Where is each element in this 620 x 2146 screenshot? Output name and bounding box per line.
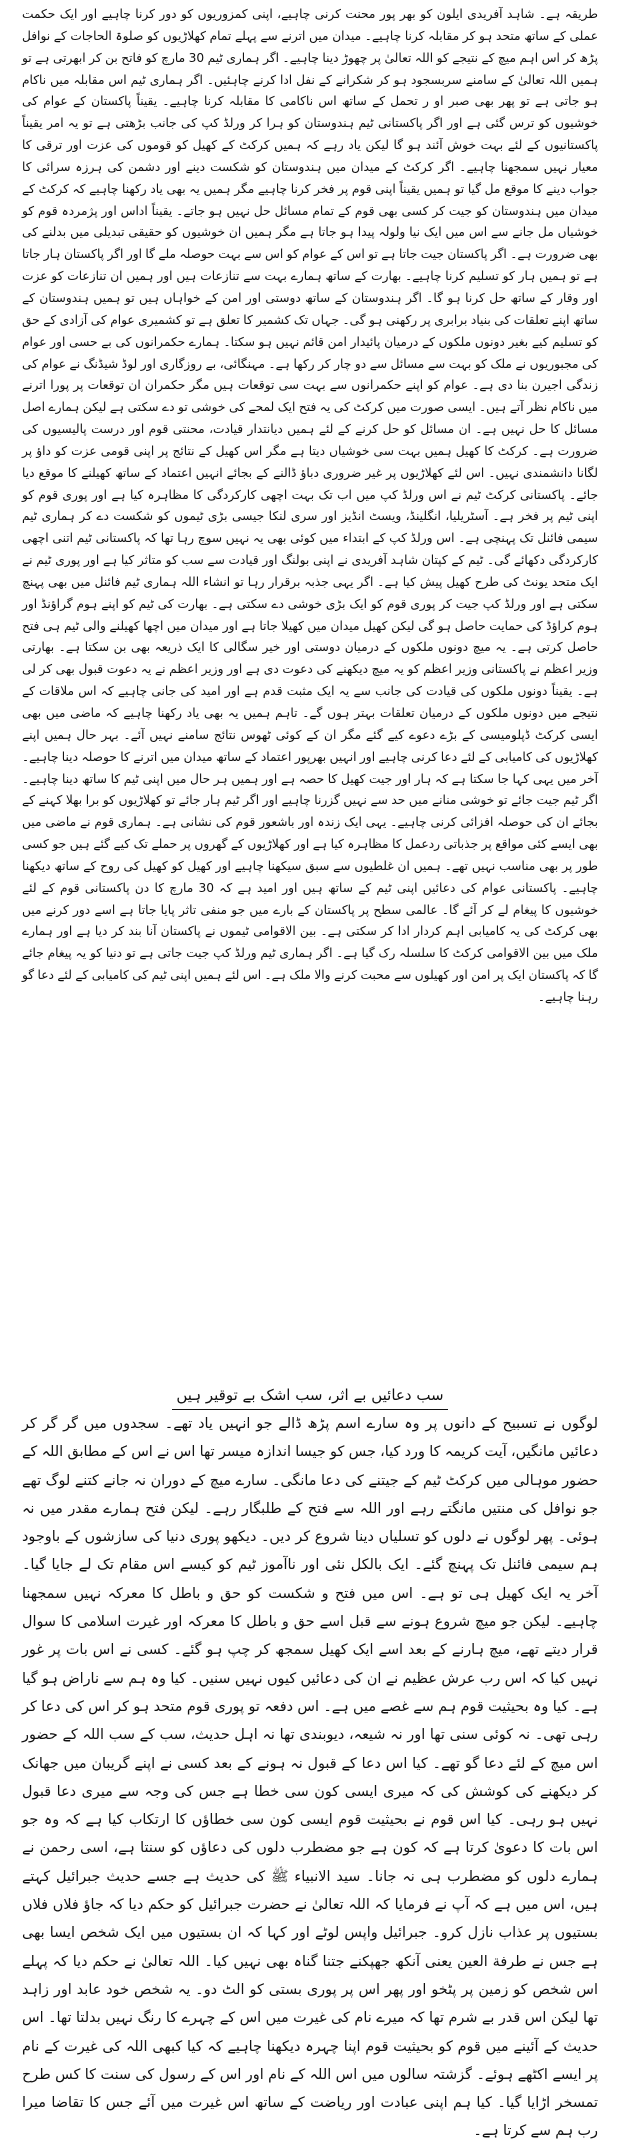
article-section-one [22,4,598,1376]
article-column [22,4,598,2140]
section-one-text: طریقہ ہے۔ شاہد آفریدی ایلون کو بھر پور محنت کرنی چاہیے، اپنی کمزوریوں کو دور کرنا چاہیے اور ایک حکمت عملی کے ساتھ متحد ہو کر مقابلہ کرنا چاہیے۔ میدان میں اترنے سے پہلے تمام کھلاڑیوں کو صلوۃ الحاجات کے نوافل پڑھ کر اس اہم میچ کے نتیجے کو اللہ تعالیٰ پر چھوڑ دینا چاہیے۔ اگر ہماری ٹیم 30 مارچ کو فاتح بن کر ابھرتی ہے تو ہمیں اللہ تعالیٰ کے سامنے سربسجود ہو کر شکرانے کے نفل ادا کرنے چاہئیں۔ اگر ہماری ٹیم اس مقابلہ میں ناکام ہو جاتی ہے تو پھر بھی صبر او ر تحمل کے ساتھ اس ناکامی کا مقابلہ کرنا چاہیے۔ یقیناً پاکستان کے عوام کی خوشیوں کو ترس گئی ہے اور اگر پاکستانی ٹیم ہندوستان کو ہرا کر ورلڈ کپ کی جانب بڑھتی ہے تو یہ امر یقیناً پاکستانیوں کے لئے بہت خوش آئند ہو گا لیکن یاد رہے کہ ہمیں کرکٹ کے کھیل کو قوموں کی عزت اور ترقی کا معیار نہیں سمجھنا چاہیے۔ اگر کرکٹ کے میدان میں ہندوستان کو شکست دینے اور دشمن کی ہرزہ سرائی کا جواب دینے کا موقع مل گیا تو ہمیں یقیناً اپنی قوم پر فخر کرنا چاہیے مگر ہمیں یہ بھی یاد رکھنا چاہیے کہ کرکٹ کے میدان میں ہندوستان کو جیت کر کسی بھی قوم کے تمام مسائل حل نہیں ہو جاتے۔ یقیناً اداس اور پژمردہ قوم کو خوشیاں مل جانے سے اس میں ایک نیا ولولہ پیدا ہو جاتا ہے مگر ہمیں ان خوشیوں کو حقیقی تبدیلی میں بدلنے کی بھی ضرورت ہے۔ اگر پاکستان جیت جاتا ہے تو اس کے عوام کو اس سے بہت حوصلہ ملے گا اور اگر پاکستان ہار جاتا ہے تو ہمیں ہار کو تسلیم کرنا چاہیے۔ بھارت کے ساتھ ہمارے بہت سے تنازعات ہیں اور ہمیں ان تنازعات کو عزت اور وقار کے ساتھ حل کرنا ہو گا۔ اگر ہندوستان کے ساتھ دوستی اور امن کے خواہاں ہیں تو ہمیں ہندوستان کے ساتھ اپنے تعلقات کی بنیاد برابری پر رکھنی ہو گی۔ جہاں تک کشمیر کا تعلق ہے تو کشمیری عوام کی آزادی کے حق کو تسلیم کیے بغیر دونوں ملکوں کے درمیان پائیدار امن قائم نہیں ہو سکتا۔ ہمارے حکمرانوں کی بے حسی اور عوام کی مجبوریوں نے ملک کو بہت سے مسائل سے دو چار کر رکھا ہے۔ مہنگائی، بے روزگاری اور لوڈ شیڈنگ نے عوام کی زندگی اجیرن بنا دی ہے۔ عوام کو اپنے حکمرانوں سے بہت سی توقعات ہیں مگر حکمران ان توقعات پر پورا اترنے میں ناکام نظر آتے ہیں۔ ایسی صورت میں کرکٹ کی یہ فتح ایک لمحے کی خوشی تو دے سکتی ہے لیکن ہمارے اصل مسائل کا حل نہیں ہے۔ ان مسائل کو حل کرنے کے لئے ہمیں دیانتدار قیادت، محنتی قوم اور درست پالیسیوں کی ضرورت ہے۔ کرکٹ کا کھیل ہمیں بہت سی خوشیاں دیتا ہے مگر اس کھیل کے نتائج پر اپنی قومی عزت کو داؤ پر لگانا دانشمندی نہیں۔ اس لئے کھلاڑیوں پر غیر ضروری دباؤ ڈالنے کے بجائے انہیں اعتماد کے ساتھ کھیلنے کا موقع دیا جائے۔ پاکستانی کرکٹ ٹیم نے اس ورلڈ کپ میں اب تک بہت اچھی کارکردگی کا مظاہرہ کیا ہے اور پوری قوم کو اپنی ٹیم پر فخر ہے۔ آسٹریلیا، انگلینڈ، ویسٹ انڈیز اور سری لنکا جیسی بڑی ٹیموں کو شکست دے کر ہماری ٹیم سیمی فائنل تک پہنچی ہے۔ اس ورلڈ کپ کے ابتداء میں کوئی بھی یہ نہیں سوچ رہا تھا کہ پاکستانی ٹیم اتنی اچھی کارکردگی دکھائے گی۔ ٹیم کے کپتان شاہد آفریدی نے اپنی بولنگ اور قیادت سے سب کو متاثر کیا ہے اور پوری ٹیم نے ایک متحد یونٹ کی طرح کھیل پیش کیا ہے۔ اگر یہی جذبہ برقرار رہا تو انشاء اللہ ہماری ٹیم فائنل میں بھی پہنچ سکتی ہے اور ورلڈ کپ جیت کر پوری قوم کو ایک بڑی خوشی دے سکتی ہے۔ بھارت کی ٹیم کو اپنے ہوم گراؤنڈ اور ہوم کراؤڈ کی حمایت حاصل ہو گی لیکن کھیل میدان میں کھیلا جاتا ہے اور میدان میں اچھا کھیلنے والی ٹیم ہی فتح حاصل کرتی ہے۔ یہ میچ دونوں ملکوں کے درمیان دوستی اور خیر سگالی کا ایک ذریعہ بھی بن سکتا ہے۔ بھارتی وزیر اعظم نے پاکستانی وزیر اعظم کو یہ میچ دیکھنے کی دعوت دی ہے اور وزیر اعظم نے یہ دعوت قبول بھی کر لی ہے۔ یقیناً دونوں ملکوں کی قیادت کی جانب سے یہ ایک مثبت قدم ہے اور امید کی جانی چاہیے کہ اس ملاقات کے نتیجے میں دونوں ملکوں کے درمیان تعلقات بہتر ہوں گے۔ تاہم ہمیں یہ بھی یاد رکھنا چاہیے کہ ماضی میں بھی ایسی کرکٹ ڈپلومیسی کے بڑے دعوے کیے گئے مگر ان کے کوئی ٹھوس نتائج سامنے نہیں آئے۔ بہر حال ہمیں اپنے کھلاڑیوں کی کامیابی کے لئے دعا کرنی چاہیے اور انہیں بھرپور اعتماد کے ساتھ میدان میں اترنے کا حوصلہ دینا چاہیے۔ آخر میں یہی کہا جا سکتا ہے کہ ہار اور جیت کھیل کا حصہ ہے اور ہمیں ہر حال میں اپنی ٹیم کا ساتھ دینا چاہیے۔ اگر ٹیم جیت جائے تو خوشی منانے میں حد سے نہیں گزرنا چاہیے اور اگر ٹیم ہار جائے تو کھلاڑیوں کو برا بھلا کہنے کے بجائے ان کی حوصلہ افزائی کرنی چاہیے۔ یہی ایک زندہ اور باشعور قوم کی نشانی ہے۔ ہماری قوم نے ماضی میں بھی ایسے کئی مواقع پر جذباتی ردعمل کا مظاہرہ کیا ہے اور کھلاڑیوں کے گھروں پر حملے تک کیے گئے ہیں جو کسی طور پر بھی مناسب نہیں تھے۔ ہمیں ان غلطیوں سے سبق سیکھنا چاہیے اور کھیل کو کھیل کی روح کے ساتھ دیکھنا چاہیے۔ پاکستانی عوام کی دعائیں اپنی ٹیم کے ساتھ ہیں اور امید ہے کہ 30 مارچ کا دن پاکستانی قوم کے لئے خوشیوں کا پیغام لے کر آئے گا۔ عالمی سطح پر پاکستان کے بارے میں جو منفی تاثر پایا جاتا ہے اسے دور کرنے میں بھی کرکٹ کی یہ کامیابی اہم کردار ادا کر سکتی ہے۔ بین الاقوامی ٹیموں نے پاکستان آنا بند کر دیا ہے اور ہمارے ملک میں بین الاقوامی کرکٹ کا سلسلہ رک گیا ہے۔ اگر ہماری ٹیم ورلڈ کپ جیت جاتی ہے تو دنیا کو یہ پیغام جائے گا کہ پاکستان ایک پر امن اور کھیلوں سے محبت کرنے والا ملک ہے۔ اس لئے ہمیں اپنی ٹیم کی کامیابی کے لئے دعا گو رہنا چاہیے۔ [22,7,598,1004]
section-two-text: لوگوں نے تسبیح کے دانوں پر وہ سارے اسم پڑھ ڈالے جو انہیں یاد تھے۔ سجدوں میں گر گر کر دعائیں مانگیں، آیت کریمہ کا ورد کیا، جس کو جیسا اندازہ میسر تھا اس نے اس کے مطابق اللہ کے حضور موہالی میں کرکٹ ٹیم کے جیتنے کی دعا مانگی۔ سارے میچ کے دوران نہ جانے کتنے لوگ تھے جو نوافل کی منتیں مانگتے رہے اور اللہ سے فتح کے طلبگار رہے۔ لیکن فتح ہمارے مقدر میں نہ ہوئی۔ پھر لوگوں نے دلوں کو تسلیاں دینا شروع کر دیں۔ دیکھو پوری دنیا کی سازشوں کے باوجود ہم سیمی فائنل تک پہنچ گئے۔ ایک بالکل نئی اور ناآموز ٹیم کو کیسے اس مقام تک لے جایا گیا۔ آخر یہ ایک کھیل ہی تو ہے۔ اس میں فتح و شکست کو حق و باطل کا معرکہ نہیں سمجھنا چاہیے۔ لیکن جو میچ شروع ہونے سے قبل اسے حق و باطل کا معرکہ اور غیرت اسلامی کا سوال قرار دیتے تھے، میچ ہارنے کے بعد اسے ایک کھیل سمجھ کر چپ ہو گئے۔ کسی نے اس بات پر غور نہیں کیا کہ اس رب عرش عظیم نے ان کی دعائیں کیوں نہیں سنیں۔ کیا وہ ہم سے ناراض ہو گیا ہے۔ کیا وہ بحیثیت قوم ہم سے غصے میں ہے۔ اس دفعہ تو پوری قوم متحد ہو کر اس کی دعا کر رہی تھی۔ نہ کوئی سنی تھا اور نہ شیعہ، دیوبندی تھا نہ اہل حدیث، سب کے سب اللہ کے حضور اس میچ کے لئے دعا گو تھے۔ کیا اس دعا کے قبول نہ ہونے کے بعد کسی نے اپنے گریبان میں جھانک کر دیکھنے کی کوشش کی کہ میری ایسی کون سی خطا ہے جس کی وجہ سے میری دعا قبول نہیں ہو رہی۔ کیا اس قوم نے بحیثیت قوم ایسی کون سی خطاؤں کا ارتکاب کیا ہے کہ وہ جو اس بات کا دعویٰ کرتا ہے کہ کون ہے جو مضطرب دلوں کی دعاؤں کو سنتا ہے، اسی رحمن نے ہمارے دلوں کو مضطرب ہی نہ جانا۔ سید الانبیاء ﷺ کی حدیث ہے جسے حدیث جبرائیل کہتے ہیں، اس میں ہے کہ آپ نے فرمایا کہ اللہ تعالیٰ نے حضرت جبرائیل کو حکم دیا کہ جاؤ فلاں فلاں بستیوں پر عذاب نازل کرو۔ جبرائیل واپس لوٹے اور کہا کہ ان بستیوں میں ایک شخص ایسا بھی ہے جس نے طرفة العین یعنی آنکھ جھپکنے جتنا گناہ بھی نہیں کیا۔ اللہ تعالیٰ نے حکم دیا کہ پہلے اس شخص کو زمین پر پٹخو اور پھر اس پر پوری بستی کو الٹ دو۔ یہ شخص خود عابد اور زاہد تھا لیکن اس قدر بے شرم تھا کہ میرے نام کی غیرت میں اس کے چہرے کا رنگ نہیں بدلتا تھا۔ اس حدیث کے آئینے میں قوم کو بحیثیت قوم اپنا چہرہ دیکھنا چاہیے کہ کیا کبھی اللہ کی غیرت کے نام پر ایسے اکٹھے ہوئے۔ گزشتہ سالوں میں اس اللہ کے نام اور اس کے رسول کی سنت کا کس طرح تمسخر اڑایا گیا۔ کیا ہم اپنی عبادت اور ریاضت کے ساتھ اس غیرت میں آئے جس کا تقاضا میرا رب ہم سے کرتا ہے۔ [22,1416,598,2140]
article-section-two [22,1410,598,2140]
subheading-text: سب دعائیں بے اثر، سب اشک بے توقیر ہیں [172,1382,447,1410]
article-subheading [22,1382,598,1408]
